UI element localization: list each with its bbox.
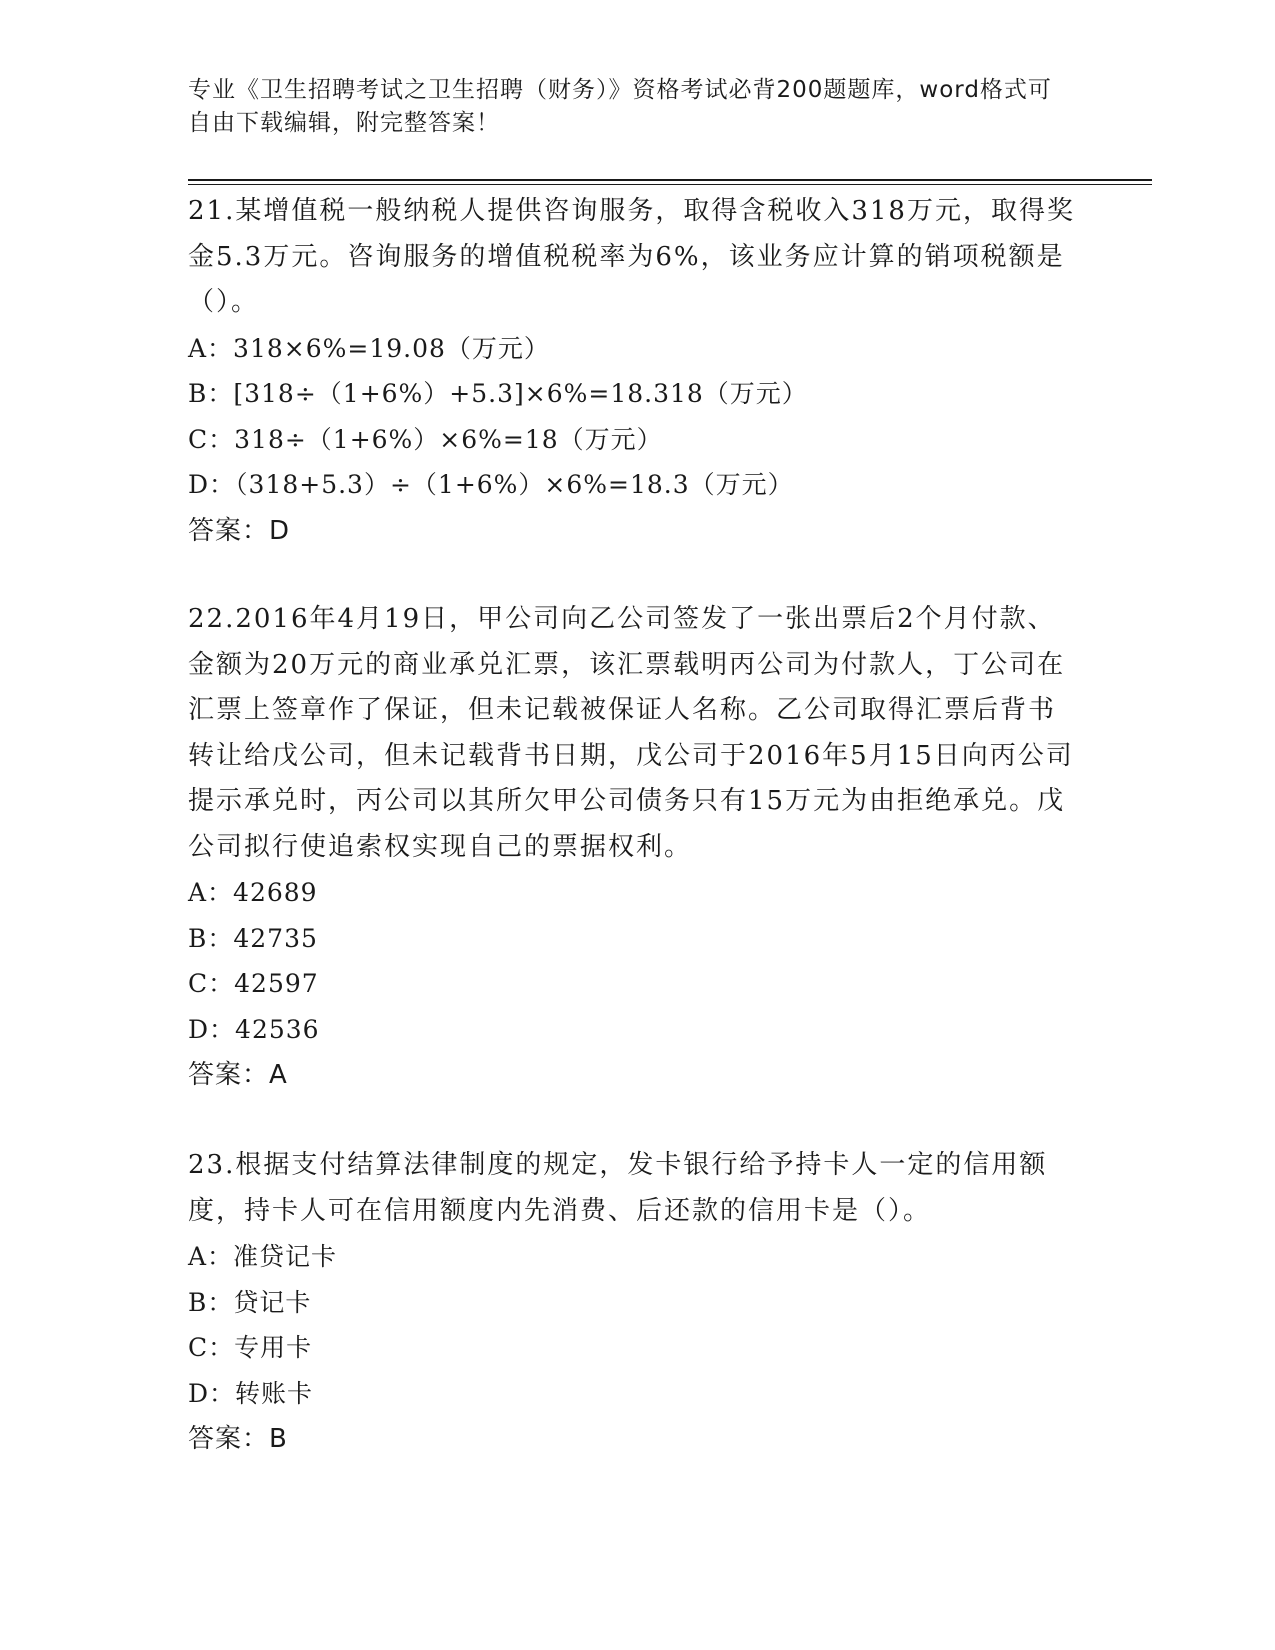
- option-b: B：[318÷（1+6%）+5.3]×6%=18.318（万元）: [188, 379, 808, 408]
- document-header: 专业《卫生招聘考试之卫生招聘（财务）》资格考试必背200题题库，word格式可自由下载编辑，附完整答案！: [188, 77, 1052, 136]
- option-a: A：318×6%=19.08（万元）: [188, 333, 550, 363]
- answer: 答案：A: [188, 1060, 288, 1090]
- header-divider-thick: [188, 179, 1152, 181]
- option-c: C：专用卡: [188, 1333, 313, 1362]
- question-stem: 21.某增值税一般纳税人提供咨询服务，取得含税收入318万元，取得奖金5.3万元。咨询服务的增值税税率为6%，该业务应计算的销项税额是（）。: [188, 196, 1075, 317]
- question-stem: 22.2016年4月19日，甲公司向乙公司签发了一张出票后2个月付款、金额为20万元的商业承兑汇票，该汇票载明丙公司为付款人，丁公司在汇票上签章作了保证，但未记载被保证人名称。乙公司取得汇票后背书转让给戊公司，但未记载背书日期，戊公司于2016年5月15日向丙公司提示承兑时，丙公司以其所欠甲公司债务只有15万元为由拒绝承兑。戊公司拟行使追索权实现自己的票据权利。: [188, 604, 1074, 862]
- option-d: D：42536: [188, 1014, 320, 1044]
- option-d: D：转账卡: [188, 1378, 314, 1408]
- option-a: A：准贷记卡: [188, 1242, 338, 1271]
- question-22: [188, 597, 1078, 1098]
- option-b: B：贷记卡: [188, 1287, 312, 1317]
- option-d: D：（318+5.3）÷（1+6%）×6%=18.3（万元）: [188, 470, 794, 499]
- header-divider-thin: [188, 184, 1152, 185]
- option-a: A：42689: [188, 878, 318, 907]
- answer: 答案：D: [188, 515, 291, 546]
- question-stem: 23.根据支付结算法律制度的规定，发卡银行给予持卡人一定的信用额度，持卡人可在信用额度内先消费、后还款的信用卡是（）。: [188, 1150, 1048, 1226]
- option-c: C：42597: [188, 969, 319, 998]
- option-b: B：42735: [188, 923, 318, 953]
- answer: 答案：B: [188, 1424, 288, 1454]
- option-c: C：318÷（1+6%）×6%=18（万元）: [188, 424, 663, 454]
- question-23: [188, 1143, 1078, 1462]
- question-21: [188, 189, 1078, 554]
